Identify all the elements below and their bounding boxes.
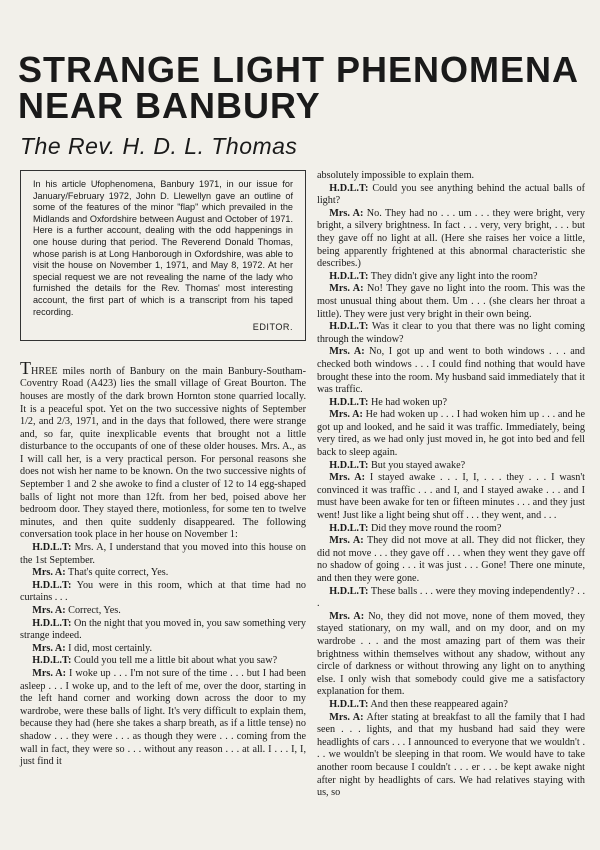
dialogue-line bbox=[317, 460, 585, 473]
dialogue-line bbox=[317, 611, 585, 699]
dialogue-text: I woke up . . . I'm not sure of the time . . . but I had been asleep . . . I woke up, and to the left of me, over the door, starting in the left hand corner and working down across the door to my wardrobe, were these balls of light. It's very difficult to explain them, because they had (here she takes a sharp breath, as if a little tense) no shadow . . . they were . . . as though they were . . . coming from the wall in fact, they were so . . . without any reason . . . at all. I . . . I, I, just find it bbox=[20, 667, 306, 768]
intro-text: In his article Ufophenomena, Banbury 1971, in our issue for January/February 1972, John D. Llewellyn gave an outline of some of the features of the minor "flap" which prevailed in the Midlands and Oxfordshire between August and October of 1971. Here is a further account, dealing with the odd happenings in one house during that period. The Reverend Donald Thomas, whose parish is at Long Hanborough in Oxfordshire, was able to visit the house on November 1, 1971, and May 8, 1972. At her special request we are not revealing the name of the lady who furnished the details for the Rev. Thomas' most interesting account, the first part of which is a transcript from his taped recording. bbox=[33, 179, 293, 317]
dialogue-line bbox=[317, 472, 585, 522]
left-column bbox=[20, 170, 306, 769]
dialogue-line bbox=[20, 643, 306, 656]
speaker-label: Mrs. A: bbox=[329, 207, 364, 219]
right-column bbox=[317, 170, 585, 800]
editor-signature: EDITOR. bbox=[252, 322, 293, 333]
dialogue-text: On the night that you moved in, you saw something very strange indeed. bbox=[20, 617, 306, 642]
dialogue-text: But you stayed awake? bbox=[370, 459, 466, 471]
title-line-1: STRANGE LIGHT PHENOMENA bbox=[18, 49, 580, 90]
speaker-label: H.D.L.T: bbox=[329, 698, 369, 710]
drop-cap: T bbox=[20, 357, 31, 378]
speaker-label: Mrs. A: bbox=[32, 667, 67, 679]
dialogue-line bbox=[317, 183, 585, 208]
dialogue-text: Correct, Yes. bbox=[68, 605, 121, 616]
dialogue-text: No, I got up and went to both windows . . . and checked both windows . . . I could find nothing that would have brought these into the room. My husband said immediately that it was traffic. bbox=[317, 346, 585, 396]
speaker-label: H.D.L.T: bbox=[32, 542, 72, 554]
dialogue-line bbox=[20, 605, 306, 618]
dialogue-text: No. They had no . . . um . . . they were bright, very bright, a silvery brightness. In fact . . . very, very bright, . . . but they gave off no light at all. (Here she raises her voice a little, being apparently frightened at this abnormal characteristic she describes.) bbox=[317, 207, 586, 270]
article-title bbox=[18, 49, 588, 126]
speaker-label: Mrs. A: bbox=[32, 567, 66, 579]
dialogue-text: They did not move at all. They did not flicker, they did not move . . . they gave off . . . when they went they gave off no shadow of going . . . it was just . . . Gone! There one minute, and then they were gone. bbox=[317, 535, 585, 584]
title-line-2: NEAR BANBURY bbox=[18, 85, 321, 126]
speaker-label: Mrs. A: bbox=[32, 605, 66, 616]
dialogue-line bbox=[317, 535, 585, 585]
dialogue-right bbox=[317, 183, 585, 800]
dialogue-text: That's quite correct, Yes. bbox=[68, 567, 169, 579]
speaker-label: H.D.L.T: bbox=[32, 617, 72, 629]
speaker-label: H.D.L.T: bbox=[32, 655, 72, 667]
dialogue-line bbox=[317, 208, 585, 271]
dialogue-text: You were in this room, which at that time had no curtains . . . bbox=[20, 579, 307, 604]
speaker-label: H.D.L.T: bbox=[329, 459, 369, 471]
speaker-label: Mrs. A: bbox=[329, 346, 365, 358]
dialogue-text: I did, most certainly. bbox=[68, 642, 153, 654]
dialogue-text: I stayed awake . . . I, I, . . . they . . . I wasn't convinced it was traffic . . . and I, and I stayed awake . . . and I must have been awake for ten or fifteen minutes . . . and they just went! Just like a light being shut off . . . they went, and . . . bbox=[317, 472, 585, 522]
dialogue-text: They didn't give any light into the room? bbox=[370, 270, 538, 282]
dialogue-text: And then these reappeared again? bbox=[370, 698, 508, 710]
dialogue-text: Did they move round the room? bbox=[370, 522, 502, 534]
speaker-label: Mrs. A: bbox=[329, 711, 364, 723]
speaker-label: Mrs. A: bbox=[329, 535, 364, 547]
dialogue-text: Could you tell me a little bit about what you saw? bbox=[73, 655, 278, 667]
dialogue-left bbox=[20, 542, 306, 769]
dialogue-line bbox=[317, 346, 585, 396]
dialogue-text: He had woken up . . . I had woken him up . . . and he got up and looked, and he said it was traffic. Immediately, being very tired, as we had only just moved in, he got into bed and fell back to sleep again. bbox=[317, 409, 586, 459]
dialogue-line bbox=[317, 409, 585, 459]
dialogue-line bbox=[20, 542, 306, 567]
dialogue-text: These balls . . . were they moving independently? . . . bbox=[317, 585, 585, 610]
speaker-label: H.D.L.T: bbox=[329, 270, 369, 282]
dialogue-line bbox=[20, 668, 306, 769]
speaker-label: H.D.L.T: bbox=[329, 182, 369, 194]
continuation-text: absolutely impossible to explain them. bbox=[317, 170, 475, 181]
dialogue-line bbox=[20, 655, 306, 668]
speaker-label: H.D.L.T: bbox=[329, 522, 369, 534]
dialogue-line bbox=[317, 699, 585, 712]
speaker-label: Mrs. A: bbox=[32, 642, 66, 654]
dialogue-line bbox=[317, 397, 585, 410]
intro-box bbox=[20, 170, 306, 341]
dialogue-line bbox=[317, 523, 585, 536]
speaker-label: Mrs. A: bbox=[329, 283, 364, 295]
byline: The Rev. H. D. L. Thomas bbox=[20, 133, 298, 159]
dialogue-text: No! They gave no light into the room. This was the most unusual thing about them. Um . . . (she clears her throat a little). They were just very bright in their own being. bbox=[317, 283, 585, 320]
speaker-label: H.D.L.T: bbox=[329, 321, 369, 333]
speaker-label: H.D.L.T: bbox=[32, 579, 72, 591]
dialogue-line bbox=[20, 567, 306, 580]
dialogue-line bbox=[317, 321, 585, 346]
dialogue-line bbox=[317, 712, 585, 800]
speaker-label: Mrs. A: bbox=[329, 472, 365, 484]
dialogue-line bbox=[317, 283, 585, 321]
dialogue-text: No, they did not move, none of them moved, they stayed stationary, on my wall, and on my door, and on my wardrobe . . . and the most amazing part of them was their brightness within themselves without any shadow, without any circle of darkness or without throwing any light on to anything else. I only wish that somebody could give me a satisfactory explanation for them. bbox=[317, 610, 585, 698]
dialogue-text: Was it clear to you that there was no light coming through the window? bbox=[317, 321, 585, 345]
dialogue-text: He had woken up? bbox=[370, 396, 448, 408]
dialogue-text: After stating at breakfast to all the family that I had seen . . . lights, and that my husband had said they were headlights of cars . . . I announced to everyone that we wouldn't . . . we wouldn't be sleeping in that room. We would have to take another room because I couldn't . . . er . . . be kept awake night after night by headlights of cars. We had relatives staying with us, so bbox=[317, 711, 585, 799]
opening-text: HREE miles north of Banbury on the main Banbury-Southam-Coventry Road (A423) lies the small village of Great Bourton. The houses are mostly of the dark brown Hornton stone quarried locally. It is a peaceful spot. Yet on the two successive nights of September 1/2, and 2/3, 1971, and in the days that followed, there were strange and, so far, quite inexplicable events that brought not a little disturbance to the occupants of one of these older houses. Mrs. A., as I will call her, is a very practical person. For personal reasons she does not wish her name to be known. On the two successive nights of September 1 and 2 she awoke to find a cluster of 12 to 14 egg-shaped balls of light not more than 12ft. from her bed, poised above her bedroom door. They stayed there, motionless, for some ten to twelve minutes, and then quite suddenly disappeared. The following conversation took place in her house on November 1: bbox=[20, 365, 306, 541]
dialogue-line bbox=[317, 586, 585, 611]
dialogue-line bbox=[317, 271, 585, 284]
speaker-label: H.D.L.T: bbox=[329, 396, 369, 408]
speaker-label: Mrs. A: bbox=[329, 610, 365, 622]
dialogue-line bbox=[20, 618, 306, 643]
speaker-label: H.D.L.T: bbox=[329, 585, 369, 597]
opening-paragraph bbox=[20, 357, 306, 542]
speaker-label: Mrs. A: bbox=[329, 409, 363, 421]
dialogue-text: Mrs. A, I understand that you moved into this house on the 1st September. bbox=[20, 542, 306, 566]
dialogue-line bbox=[20, 580, 306, 605]
dialogue-text: Could you see anything behind the actual balls of light? bbox=[317, 182, 585, 207]
